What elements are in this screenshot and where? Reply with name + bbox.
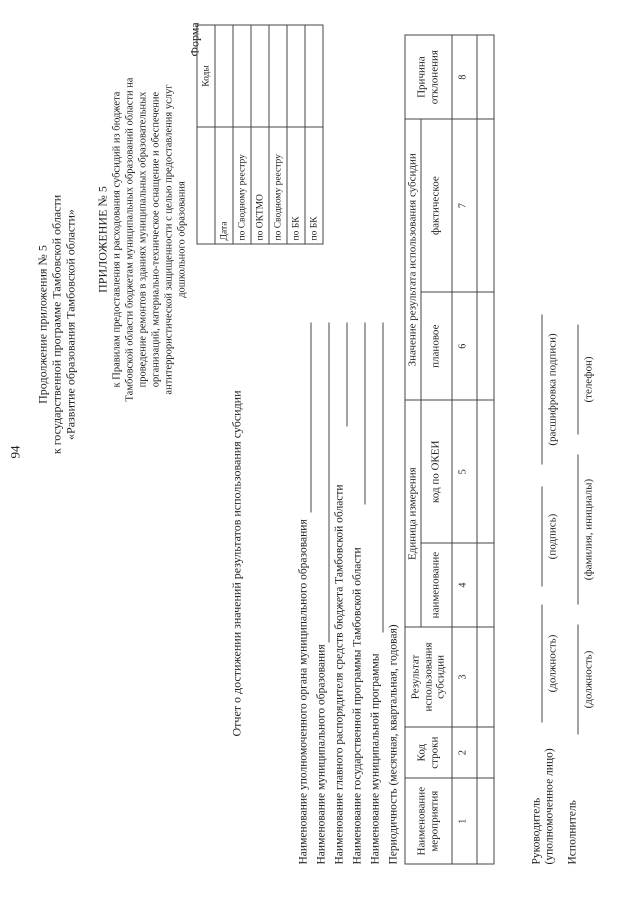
- form-label: Форма: [187, 22, 202, 57]
- field-label: Наименование главного распорядителя средств бюджета Тамбовской области: [333, 484, 346, 865]
- field-label: Периодичность (месячная, квартальная, годовая): [387, 624, 400, 865]
- col-number: 5: [452, 400, 477, 543]
- table-cell: [477, 543, 494, 627]
- appendix-line-3: проведение ремонтов в зданиях муниципальных образовательных: [137, 91, 149, 388]
- col-number: 7: [452, 119, 477, 292]
- caption-name: (фамилия, инициалы): [582, 478, 595, 581]
- codes-row-label: по Сводному реестру: [233, 127, 251, 244]
- caption-decoding: (расшифровка подписи): [546, 333, 559, 446]
- col-number: 2: [452, 727, 477, 778]
- col-subheader: код по ОКЕИ: [421, 400, 452, 543]
- field-underline: [365, 323, 366, 505]
- table-cell: [477, 119, 494, 292]
- table-cell: [477, 292, 494, 400]
- col-subheader: плановое: [421, 292, 452, 400]
- header-line-1: Продолжение приложения № 5: [35, 245, 50, 404]
- sig-line: [578, 625, 579, 735]
- table-cell: [477, 400, 494, 543]
- sig-line: [542, 315, 543, 465]
- col-header: Код строки: [405, 727, 452, 778]
- field-label: Наименование муниципальной программы: [369, 653, 382, 865]
- caption-position-2: (должность): [582, 650, 595, 709]
- appendix-line-2: Тамбовской области бюджетам муниципальных образований области на: [124, 77, 136, 402]
- codes-row-label: по ОКТМО: [251, 127, 269, 244]
- table-cell: [477, 35, 494, 119]
- header-line-2: к государственной программе Тамбовской области: [49, 194, 64, 455]
- col-number: 3: [452, 627, 477, 727]
- table-cell: [477, 627, 494, 727]
- sig-line: [542, 605, 543, 723]
- col-header: Результат использования субсидии: [405, 627, 452, 727]
- sig-line: [578, 455, 579, 605]
- sig-line: [578, 325, 579, 435]
- codes-row-label: Дата: [215, 127, 233, 244]
- executor-label: Исполнитель: [566, 800, 579, 865]
- col-group-header: Единица измерения: [405, 400, 421, 627]
- head-label-1: Руководитель: [530, 797, 543, 865]
- page-number: 94: [7, 445, 23, 459]
- codes-table: [197, 25, 324, 245]
- codes-row-label: по БК: [305, 127, 323, 244]
- field-underline: [329, 323, 330, 643]
- codes-row-label: по Сводному реестру: [269, 127, 287, 244]
- field-underline: [347, 323, 348, 427]
- report-title: Отчет о достижении значений результатов использования субсидии: [229, 390, 244, 737]
- col-header: Наименование мероприятия: [405, 778, 452, 864]
- caption-phone: (телефон): [582, 356, 595, 403]
- caption-position: (должность): [546, 634, 559, 693]
- field-label: Наименование государственной программы Тамбовской области: [351, 547, 364, 865]
- appendix-line-5: антитеррористической защищенности с целью предоставления услуг: [163, 84, 175, 395]
- appendix-line-6: дошкольного образования: [176, 181, 188, 298]
- codes-header: Коды: [197, 25, 215, 127]
- appendix-line-1: к Правилам предоставления и расходования субсидий из бюджета: [111, 91, 123, 388]
- codes-cell: [215, 25, 233, 127]
- col-group-header: Значение результата использования субсидии: [405, 119, 421, 400]
- table-cell: [477, 778, 494, 864]
- col-header: Причина отклонения: [405, 35, 452, 119]
- head-label-2: (уполномоченное лицо): [543, 748, 556, 865]
- caption-signature: (подпись): [546, 513, 559, 560]
- table-cell: [477, 727, 494, 778]
- results-table: [405, 35, 495, 865]
- rotated-sheet: [1, 0, 640, 905]
- appendix-title: ПРИЛОЖЕНИЕ № 5: [95, 186, 110, 293]
- col-number: 1: [452, 778, 477, 864]
- field-label: Наименование уполномоченного органа муниципального образования: [297, 519, 310, 865]
- codes-cell: [269, 25, 287, 127]
- sig-line: [542, 487, 543, 587]
- codes-cell: [287, 25, 305, 127]
- header-line-3: «Развитие образования Тамбовской области»: [63, 209, 78, 440]
- col-number: 4: [452, 543, 477, 627]
- col-subheader: наименование: [421, 543, 452, 627]
- codes-cell: [233, 25, 251, 127]
- col-number: 8: [452, 35, 477, 119]
- col-subheader: фактическое: [421, 119, 452, 292]
- codes-cell: [251, 25, 269, 127]
- field-label: Наименование муниципального образования: [315, 644, 328, 865]
- col-number: 6: [452, 292, 477, 400]
- codes-row-label: по БК: [287, 127, 305, 244]
- field-underline: [383, 323, 384, 633]
- field-underline: [311, 323, 312, 513]
- codes-cell: [305, 25, 323, 127]
- appendix-line-4: организаций, материально-техническое оснащение и обеспечение: [150, 91, 162, 388]
